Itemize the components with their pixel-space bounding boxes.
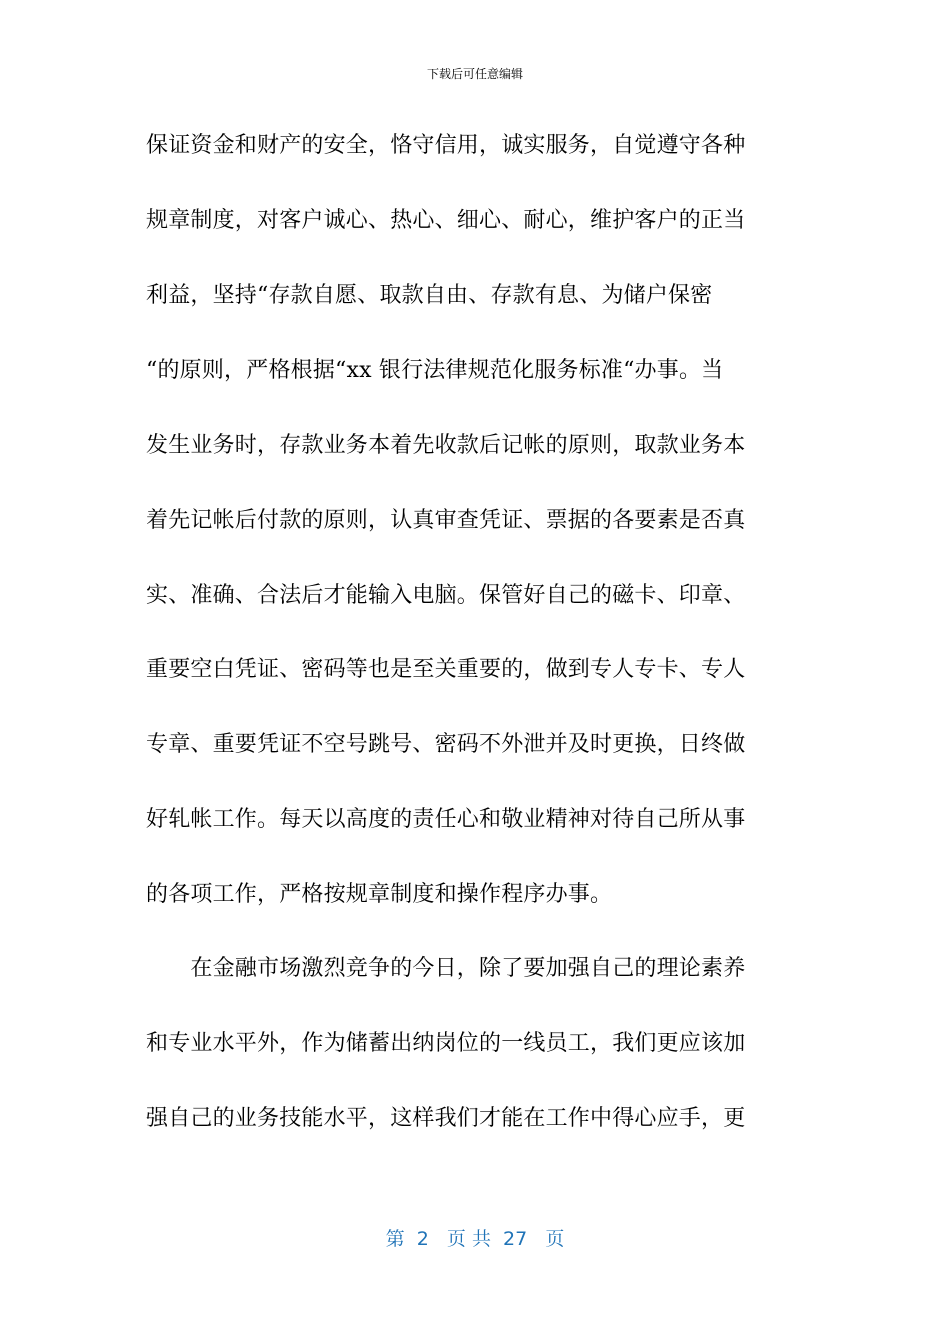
body-line: “的原则，严格根据“xx 银行法律规范化服务标准“办事。当 xyxy=(146,358,724,383)
body-line: 好轧帐工作。每天以高度的责任心和敬业精神对待自己所从事 xyxy=(146,807,746,832)
body-line: 重要空白凭证、密码等也是至关重要的，做到专人专卡、专人 xyxy=(146,657,746,682)
body-line: 利益，坚持“存款自愿、取款自由、存款有息、为储户保密 xyxy=(146,283,713,308)
page-header: 下载后可任意编辑 xyxy=(426,67,523,81)
page-number-footer: 第 2 页 共 27 页 xyxy=(385,1228,565,1250)
body-line: 强自己的业务技能水平，这样我们才能在工作中得心应手，更 xyxy=(146,1106,746,1131)
body-line: 的各项工作，严格按规章制度和操作程序办事。 xyxy=(146,882,613,907)
body-line: 着先记帐后付款的原则，认真审查凭证、票据的各要素是否真 xyxy=(146,508,746,533)
body-line: 实、准确、合法后才能输入电脑。保管好自己的磁卡、印章、 xyxy=(146,583,746,608)
body-line: 保证资金和财产的安全，恪守信用，诚实服务，自觉遵守各种 xyxy=(146,133,746,158)
body-line: 和专业水平外，作为储蓄出纳岗位的一线员工，我们更应该加 xyxy=(146,1031,746,1056)
body-line: 专章、重要凭证不空号跳号、密码不外泄并及时更换，日终做 xyxy=(146,732,746,757)
body-line: 规章制度，对客户诚心、热心、细心、耐心，维护客户的正当 xyxy=(146,208,746,233)
body-line: 发生业务时，存款业务本着先收款后记帐的原则，取款业务本 xyxy=(146,433,746,458)
body-line: 在金融市场激烈竞争的今日，除了要加强自己的理论素养 xyxy=(146,956,746,981)
